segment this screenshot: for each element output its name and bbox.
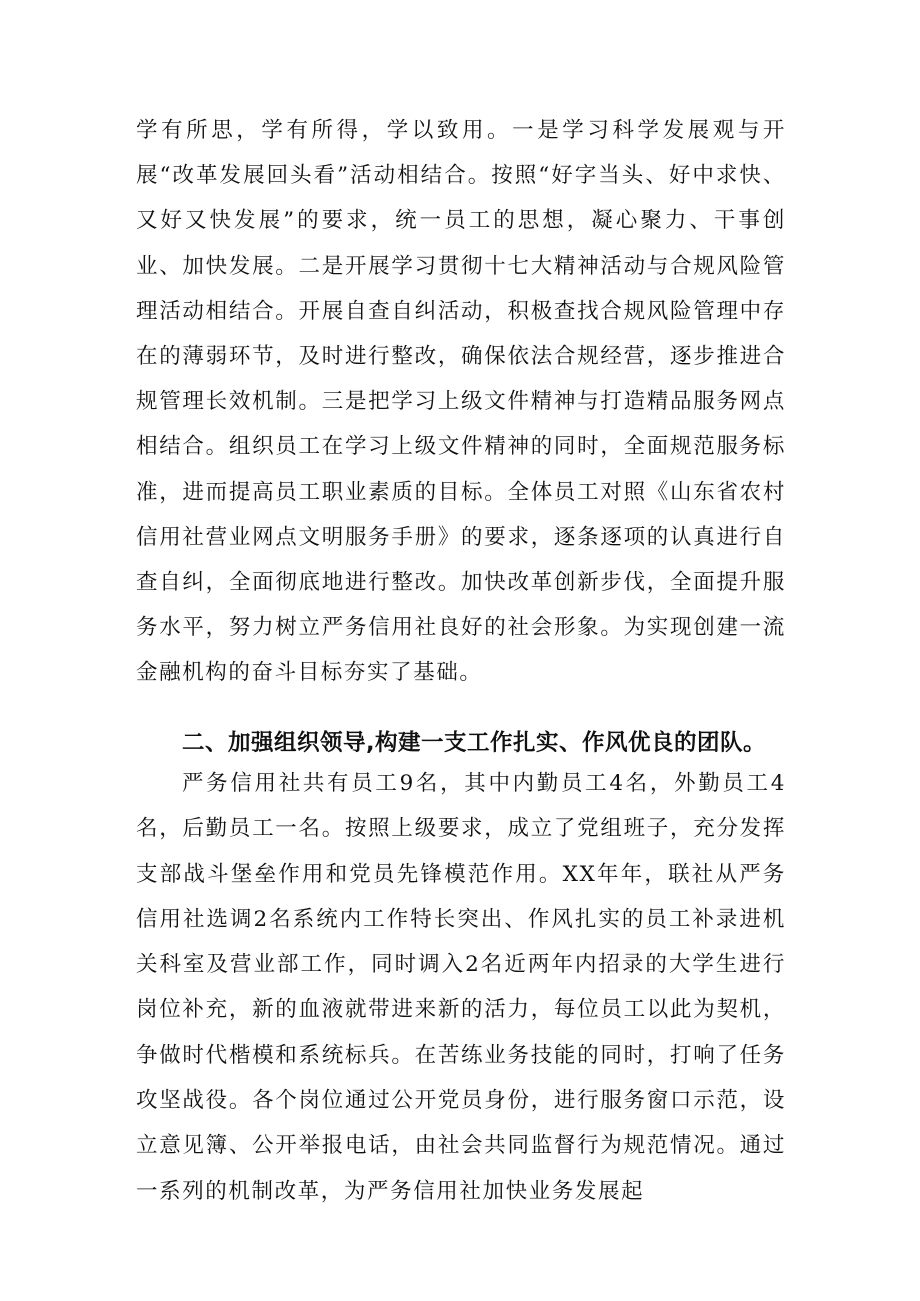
body-paragraph-1: 学有所思，学有所得，学以致用。一是学习科学发展观与开展“改革发展回头看”活动相结合。按照“好字当头、好中求快、又好又快发展”的要求，统一员工的思想，凝心聚力、干事创业、加快发展。二是开展学习贯彻十七大精神活动与合规风险管理活动相结合。开展自查自纠活动，积极查找合规风险管理中存在的薄弱环节，及时进行整改，确保依法合规经营，逐步推进合规管理长效机制。三是把学习上级文件精神与打造精品服务网点相结合。组织员工在学习上级文件精神的同时，全面规范服务标准，进而提高员工职业素质的目标。全体员工对照《山东省农村信用社营业网点文明服务手册》的要求，逐条逐项的认真进行自查自纠，全面彻底地进行整改。加快改革创新步伐，全面提升服务水平，努力树立严务信用社良好的社会形象。为实现创建一流金融机构的奋斗目标夯实了基础。: [136, 118, 786, 686]
body-paragraph-2: 严务信用社共有员工9名，其中内勤员工4名，外勤员工4名，后勤员工一名。按照上级要求，成立了党组班子，充分发挥支部战斗堡垒作用和党员先锋模范作用。XX年年，联社从严务信用社选调2名系统内工作特长突出、作风扎实的员工补录进机关科室及营业部工作，同时调入2名近两年内招录的大学生进行岗位补充，新的血液就带进来新的活力，每位员工以此为契机，争做时代楷模和系统标兵。在苦练业务技能的同时，打响了任务攻坚战役。各个岗位通过公开党员身份，进行服务窗口示范，设立意见簿、公开举报电话，由社会共同监督行为规范情况。通过一系列的机制改革，为严务信用社加快业务发展起: [136, 771, 786, 1204]
section-heading: 二、加强组织领导,构建一支工作扎实、作风优良的团队。: [182, 730, 767, 756]
